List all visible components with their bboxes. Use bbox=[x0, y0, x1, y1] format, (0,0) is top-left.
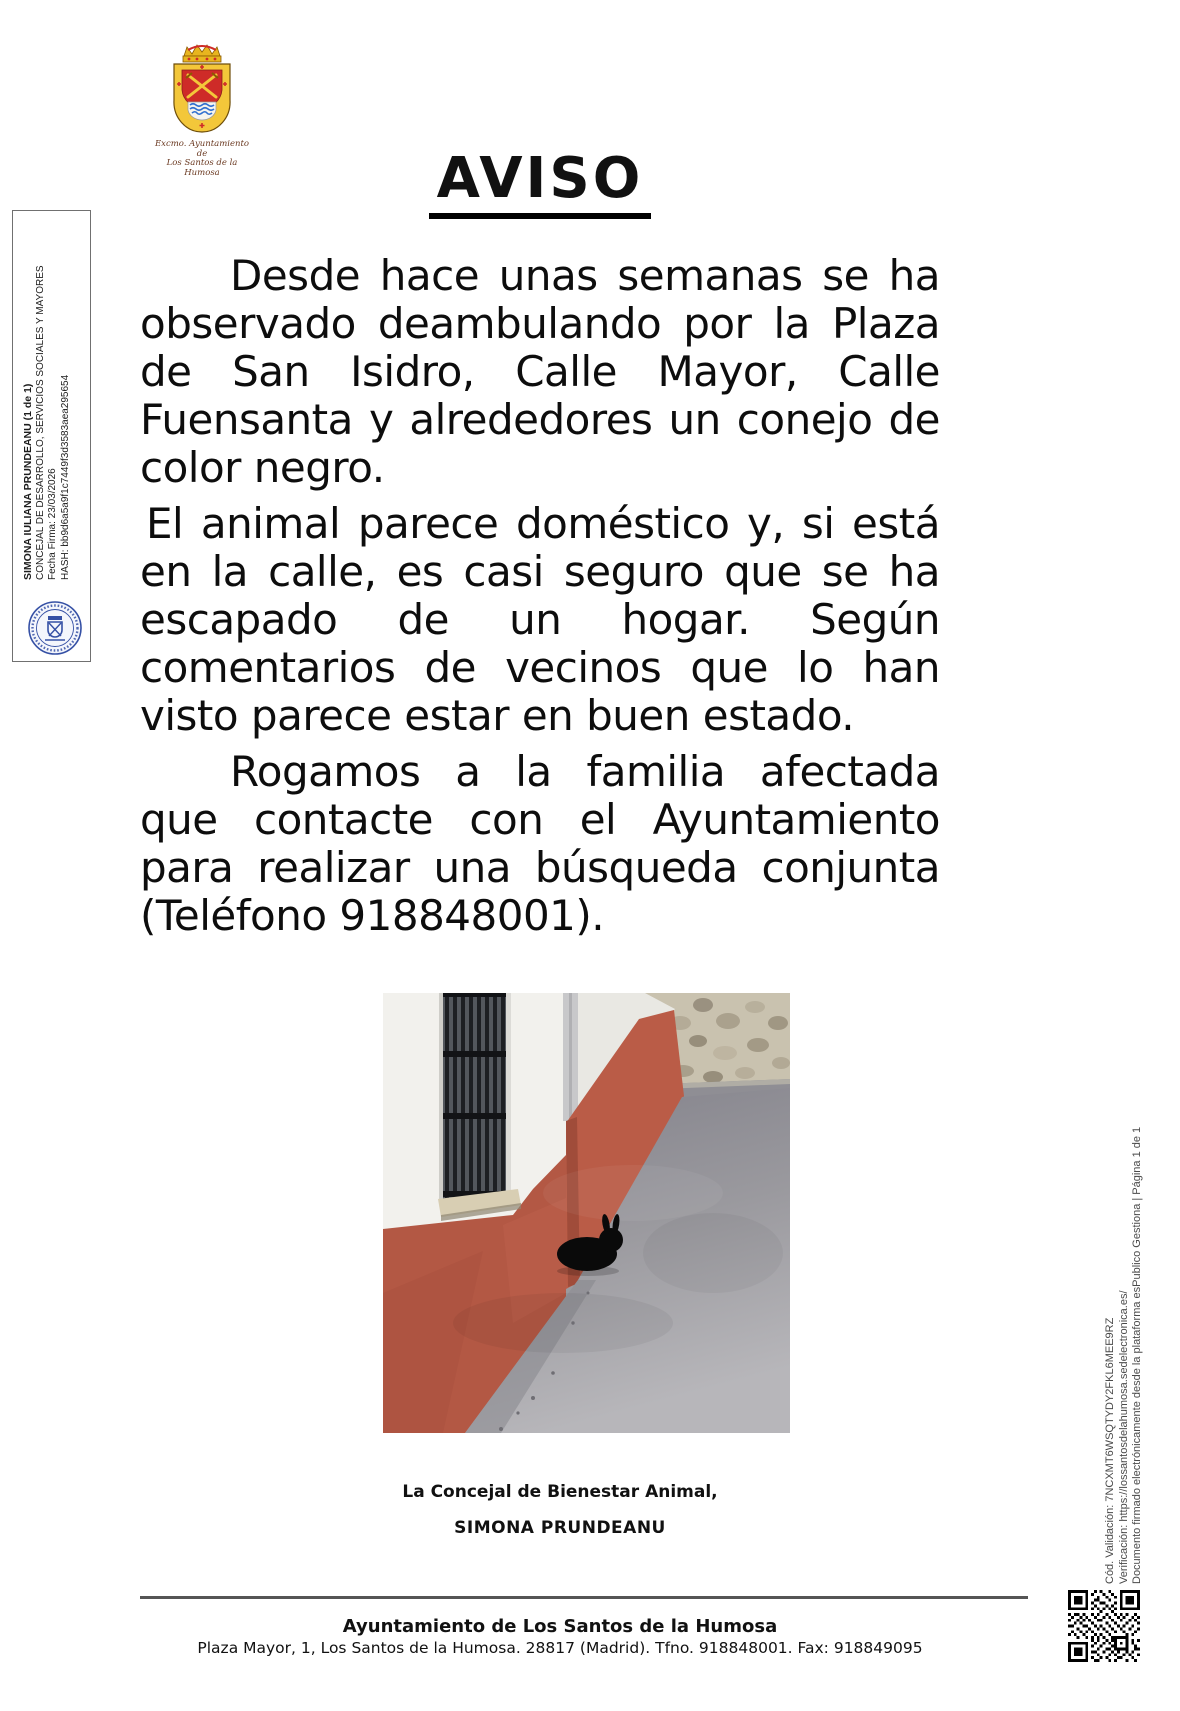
signer-name: SIMONA IULIANA PRUNDEANU (1 de 1) bbox=[22, 383, 34, 580]
corner-shadow-line bbox=[569, 993, 572, 1121]
coat-of-arms-icon bbox=[164, 44, 240, 136]
rabbit-photo bbox=[383, 993, 790, 1433]
validation-sidebar-text bbox=[1104, 984, 1145, 1584]
round-seal-icon bbox=[27, 600, 83, 656]
page-title: AVISO bbox=[429, 146, 652, 219]
paragraph-3: Rogamos a la familia afectada que contacte con el Ayuntamiento para realizar una búsqueda conjunta (Teléfono 918848001). bbox=[140, 747, 940, 940]
footer-divider bbox=[140, 1596, 1028, 1599]
paragraph-2: El animal parece doméstico y, si está en la calle, es casi seguro que se ha escapado de un hogar. Según comentarios de vecinos que lo han visto parece estar en buen estado. bbox=[140, 499, 940, 740]
notice-body bbox=[140, 252, 940, 948]
logo-caption-line1: Excmo. Ayuntamiento de bbox=[154, 139, 250, 159]
signature-date: Fecha Firma: 23/03/2026 bbox=[47, 468, 58, 580]
logo-caption-line2: Los Santos de la Humosa bbox=[166, 158, 238, 178]
signature-hash: HASH: bb9d6a5a9f1c7449f3d3583aea295654 bbox=[59, 374, 71, 580]
window-grille bbox=[439, 993, 511, 1199]
footer-organization: Ayuntamiento de Los Santos de la Humosa bbox=[342, 1616, 778, 1637]
signature-sidebar-text bbox=[22, 224, 72, 580]
signer-role: CONCEJAL DE DESARROLLO, SERVICIOS SOCIALES Y MAYORES bbox=[34, 265, 46, 580]
signature-block bbox=[150, 1482, 970, 1538]
validation-code: Cód. Validación: 7NCXMT6WSQTYDY2FKL6MEE9RZ bbox=[1104, 1317, 1116, 1584]
footer-address: Plaza Mayor, 1, Los Santos de la Humosa. 28817 (Madrid). Tfno. 918848001. Fax: 918849095 bbox=[197, 1639, 923, 1657]
footer bbox=[120, 1616, 1000, 1658]
paragraph-1: Desde hace unas semanas se ha observado deambulando por la Plaza de San Isidro, Calle Mayor, Calle Fuensanta y alrededores un conejo de color negro. bbox=[140, 251, 940, 492]
qr-code-icon bbox=[1068, 1590, 1140, 1662]
signer-role-caption: La Concejal de Bienestar Animal, bbox=[402, 1482, 718, 1502]
signer-name-caption: SIMONA PRUNDEANU bbox=[454, 1518, 666, 1538]
platform-note: Documento firmado electrónicamente desde la plataforma esPublico Gestiona | Página 1 de 1 bbox=[1131, 1126, 1143, 1584]
verification-url: Verificación: https://lossantosdelahumosa.sedelectronica.es/ bbox=[1117, 1290, 1130, 1584]
